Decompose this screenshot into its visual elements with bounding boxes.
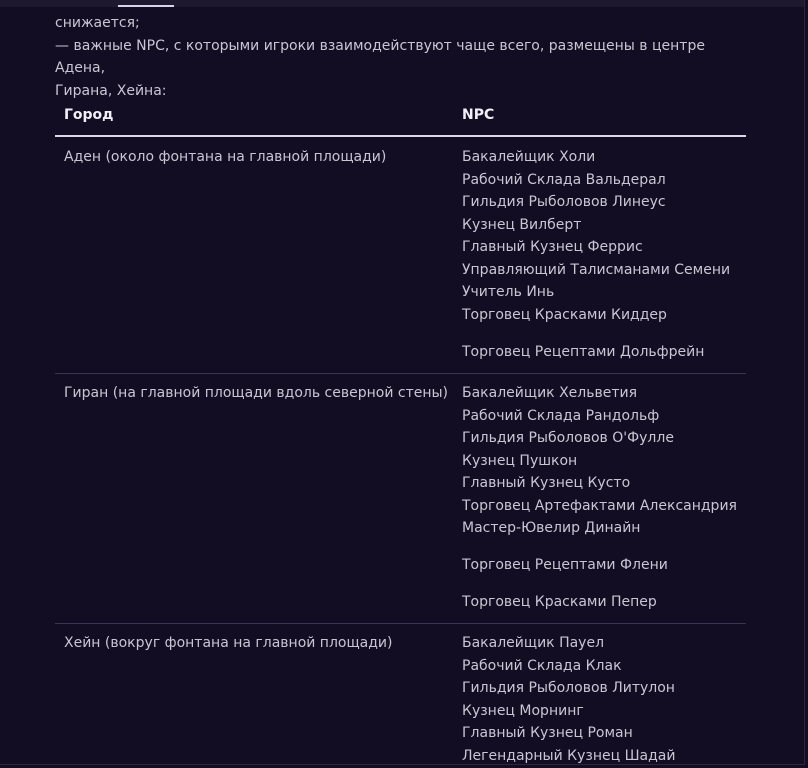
city-cell: Аден (около фонтана на главной площади) <box>64 149 387 165</box>
table-row-giran <box>55 374 746 624</box>
npc-item: Бакалейщик Хельветия <box>462 385 638 401</box>
npc-item: Рабочий Склада Вальдерал <box>462 171 666 188</box>
npc-item: Гильдия Рыболовов О'Фулле <box>462 430 674 446</box>
npc-item: Гильдия Рыболовов Линеус <box>462 194 666 210</box>
table-row-aden <box>55 137 746 374</box>
intro-line-1: снижается; <box>55 15 140 31</box>
npc-item: Учитель Инь <box>462 284 555 300</box>
link-underline <box>118 5 174 7</box>
npc-item: Торговец Рецептами Флени <box>462 557 668 573</box>
npc-item: Кузнец Пушкон <box>462 452 578 469</box>
npc-item: Торговец Красками Киддер <box>462 306 667 323</box>
city-cell: Хейн (вокруг фонтана на главной площади) <box>64 635 393 651</box>
npc-table <box>55 100 746 765</box>
city-cell: Гиран (на главной площади вдоль северной стены) <box>64 385 449 401</box>
npc-item: Кузнец Вилберт <box>462 216 582 233</box>
npc-item: Бакалейщик Пауел <box>462 635 605 651</box>
npc-item: Легендарный Кузнец Шадай <box>462 747 676 764</box>
intro-paragraph <box>55 12 755 102</box>
header-npc: NPC <box>462 107 495 123</box>
header-city: Город <box>64 107 114 123</box>
cut-off-text-line <box>0 0 804 7</box>
intro-line-3: Гирана, Хейна: <box>55 82 167 99</box>
npc-item: Бакалейщик Холи <box>462 149 596 165</box>
npc-item: Управляющий Талисманами Семени <box>462 261 731 278</box>
npc-item: Кузнец Морнинг <box>462 702 584 719</box>
npc-item: Торговец Красками Пепер <box>462 594 657 610</box>
npc-item: Торговец Рецептами Дольфрейн <box>462 343 705 360</box>
table-header <box>55 100 746 137</box>
npc-item: Торговец Артефактами Александрия <box>462 497 737 514</box>
npc-item: Рабочий Склада Рандольф <box>462 407 660 424</box>
npc-item: Рабочий Склада Клак <box>462 657 622 674</box>
table-row-hein <box>55 624 746 765</box>
npc-item: Главный Кузнец Кусто <box>462 475 631 491</box>
npc-item: Главный Кузнец Роман <box>462 725 633 741</box>
intro-line-2: — важные NPC, с которыми игроки взаимодействуют чаще всего, размещены в центре Адена, <box>55 37 705 76</box>
npc-item: Главный Кузнец Феррис <box>462 239 643 255</box>
npc-item: Гильдия Рыболовов Литулон <box>462 680 675 696</box>
npc-item: Мастер-Ювелир Динайн <box>462 520 641 536</box>
